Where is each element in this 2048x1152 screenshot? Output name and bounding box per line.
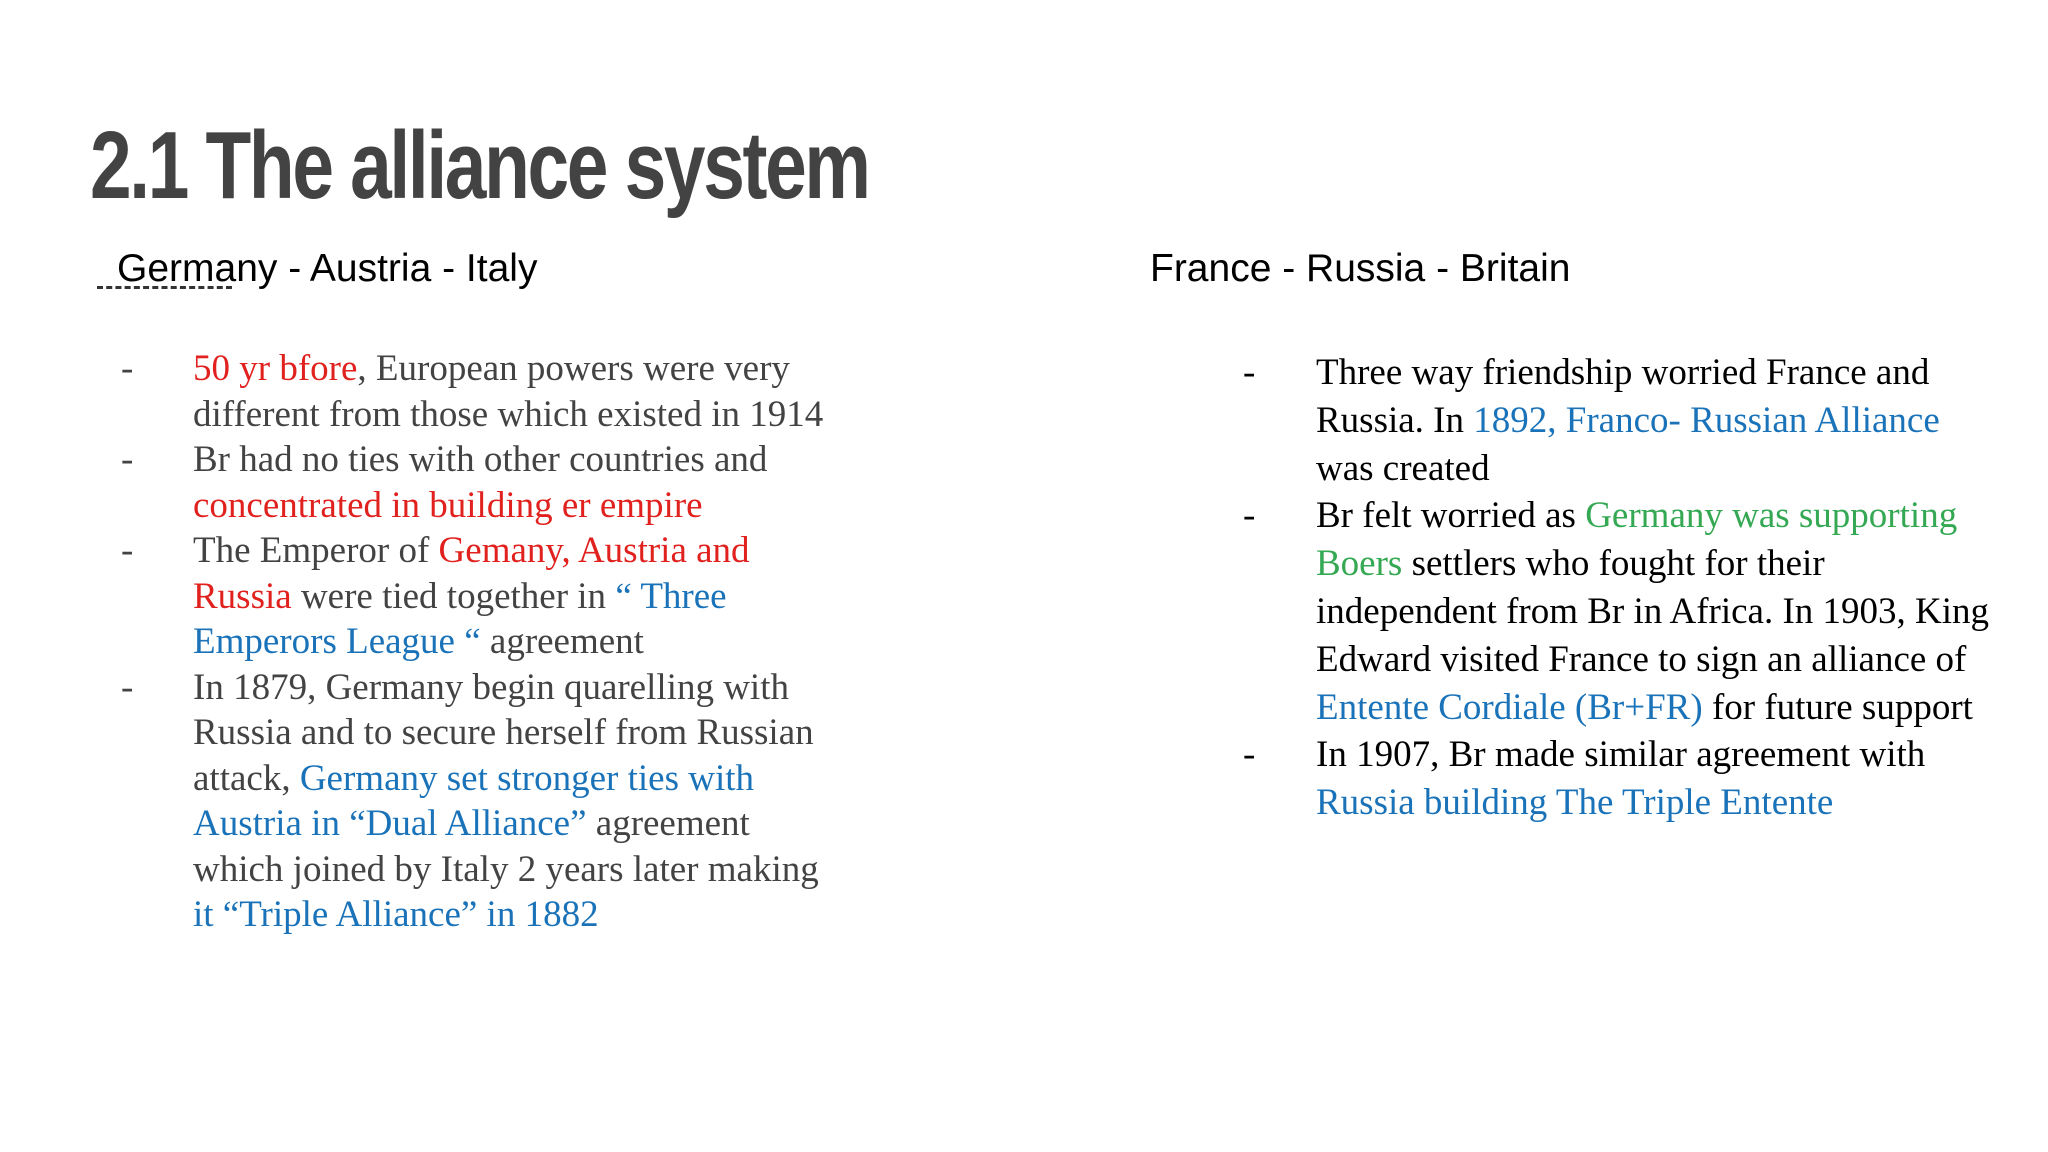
left-bullet-list — [121, 346, 843, 938]
bullet-item — [1243, 731, 1996, 827]
heading-underline-decoration — [97, 283, 232, 289]
bullet-item — [121, 528, 843, 665]
bullet-marker: - — [121, 439, 134, 480]
bullet-text-segment: agreement which joined by Italy 2 years later making — [193, 803, 819, 890]
bullet-text-segment: 1892, Franco- Russian Alliance — [1473, 399, 1940, 441]
bullet-text-segment: Gemany, Austria and Russia — [193, 530, 750, 617]
bullet-marker: - — [121, 348, 134, 389]
bullet-marker: - — [121, 530, 134, 571]
bullet-marker: - — [1243, 352, 1256, 393]
bullet-item — [1243, 349, 1996, 492]
bullet-item — [121, 665, 843, 938]
bullet-text-segment: Entente Cordiale (Br+FR) — [1316, 686, 1703, 728]
bullet-text-segment: it “Triple Alliance” in 1882 — [193, 894, 599, 935]
bullet-text-segment: concentrated in building er empire — [193, 484, 703, 526]
right-column-heading: France - Russia - Britain — [1150, 247, 1571, 290]
bullet-text-segment: , European powers were very different from those which existed in 1914 — [193, 348, 824, 435]
bullet-text-segment: The Emperor of — [193, 530, 439, 571]
bullet-text-segment: 50 yr bfore — [193, 348, 358, 389]
bullet-marker: - — [1243, 495, 1256, 537]
bullet-text-segment: In 1879, Germany begin quarelling with Russia and to secure herself from Russian attack, — [193, 666, 814, 799]
slide-title: 2.1 The alliance system — [90, 112, 869, 219]
bullet-text-segment: Br felt worried as — [1316, 495, 1586, 537]
bullet-text-segment: Germany set stronger ties with Austria in “Dual Alliance” — [193, 757, 754, 844]
bullet-item — [121, 437, 843, 528]
bullet-text-segment: Russia building The Triple Entente — [1316, 782, 1834, 824]
bullet-marker: - — [121, 666, 134, 708]
bullet-item — [1243, 492, 1996, 731]
bullet-text-segment: Germany was supporting Boers — [1316, 495, 1958, 585]
bullet-text-segment: “ Three Emperors League “ — [193, 575, 727, 662]
bullet-text-segment: agreement — [480, 621, 644, 662]
bullet-text-segment: Three way friendship worried France and Russia. In — [1316, 352, 1930, 441]
bullet-text-segment: settlers who fought for their independent from Br in Africa. In 1903, King Edward visited France to sign an alliance of — [1316, 543, 1990, 680]
bullet-text-segment: was created — [1316, 447, 1490, 489]
bullet-marker: - — [1243, 734, 1256, 776]
right-bullet-list — [1243, 349, 1996, 827]
bullet-text-segment: were tied together in — [291, 575, 616, 617]
bullet-text-segment: In 1907, Br made similar agreement with — [1316, 734, 1926, 776]
bullet-text-segment: Br had no ties with other countries and — [193, 439, 768, 480]
bullet-text-segment: for future support — [1702, 686, 1973, 728]
bullet-item — [121, 346, 843, 437]
left-column-heading: Germany - Austria - Italy — [117, 247, 538, 290]
